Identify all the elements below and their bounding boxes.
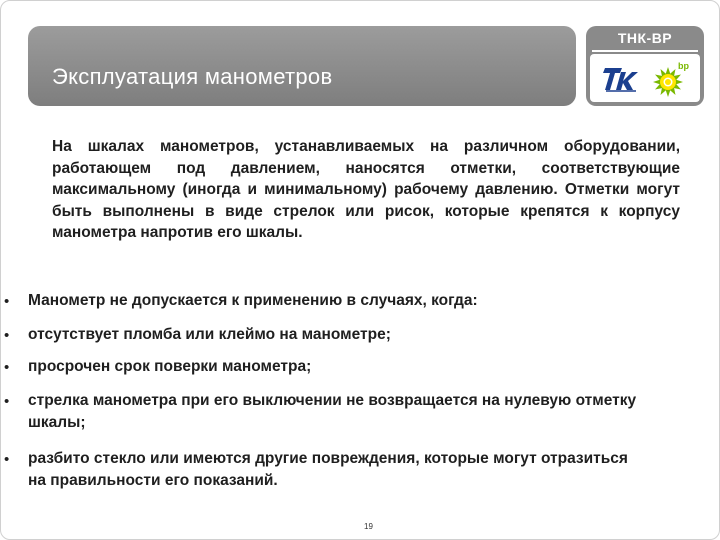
bullet-icon: • bbox=[4, 451, 10, 468]
logo-panel bbox=[590, 54, 700, 102]
bullet-text: разбито стекло или имеются другие повреждения, которые могут отразиться на правильности его показаний. bbox=[28, 450, 628, 489]
company-logo bbox=[586, 26, 704, 106]
bullet-icon: • bbox=[4, 359, 10, 376]
bullet-icon: • bbox=[4, 393, 10, 410]
bp-helios-icon bbox=[650, 60, 690, 98]
bullet-icon: • bbox=[4, 293, 10, 310]
bullet-text: отсутствует пломба или клеймо на манометре; bbox=[28, 326, 391, 343]
bullet-text: стрелка манометра при его выключении не возвращается на нулевую отметку шкалы; bbox=[28, 392, 637, 431]
bullet-text: Манометр не допускается к применению в случаях, когда: bbox=[28, 292, 478, 309]
logo-brand-text: ТНК-ВР bbox=[617, 30, 673, 46]
intro-paragraph: На шкалах манометров, устанавливаемых на различном оборудовании, работающем под давлением, наносятся отметки, соответствующие максимальному (иногда и минимальному) рабочему давлению. Отметки могут быть выполнены в виде стрелок или рисок, которые крепятся к корпусу манометра напротив его шкалы. bbox=[52, 138, 680, 241]
slide-title: Эксплуатация манометров bbox=[52, 64, 333, 89]
tnk-logo-icon bbox=[602, 62, 640, 94]
logo-divider bbox=[592, 50, 698, 52]
bullet-icon: • bbox=[4, 327, 10, 344]
bullet-text: просрочен срок поверки манометра; bbox=[28, 358, 312, 375]
bp-wordmark: bp bbox=[678, 61, 689, 71]
page-number: 19 bbox=[364, 522, 373, 531]
